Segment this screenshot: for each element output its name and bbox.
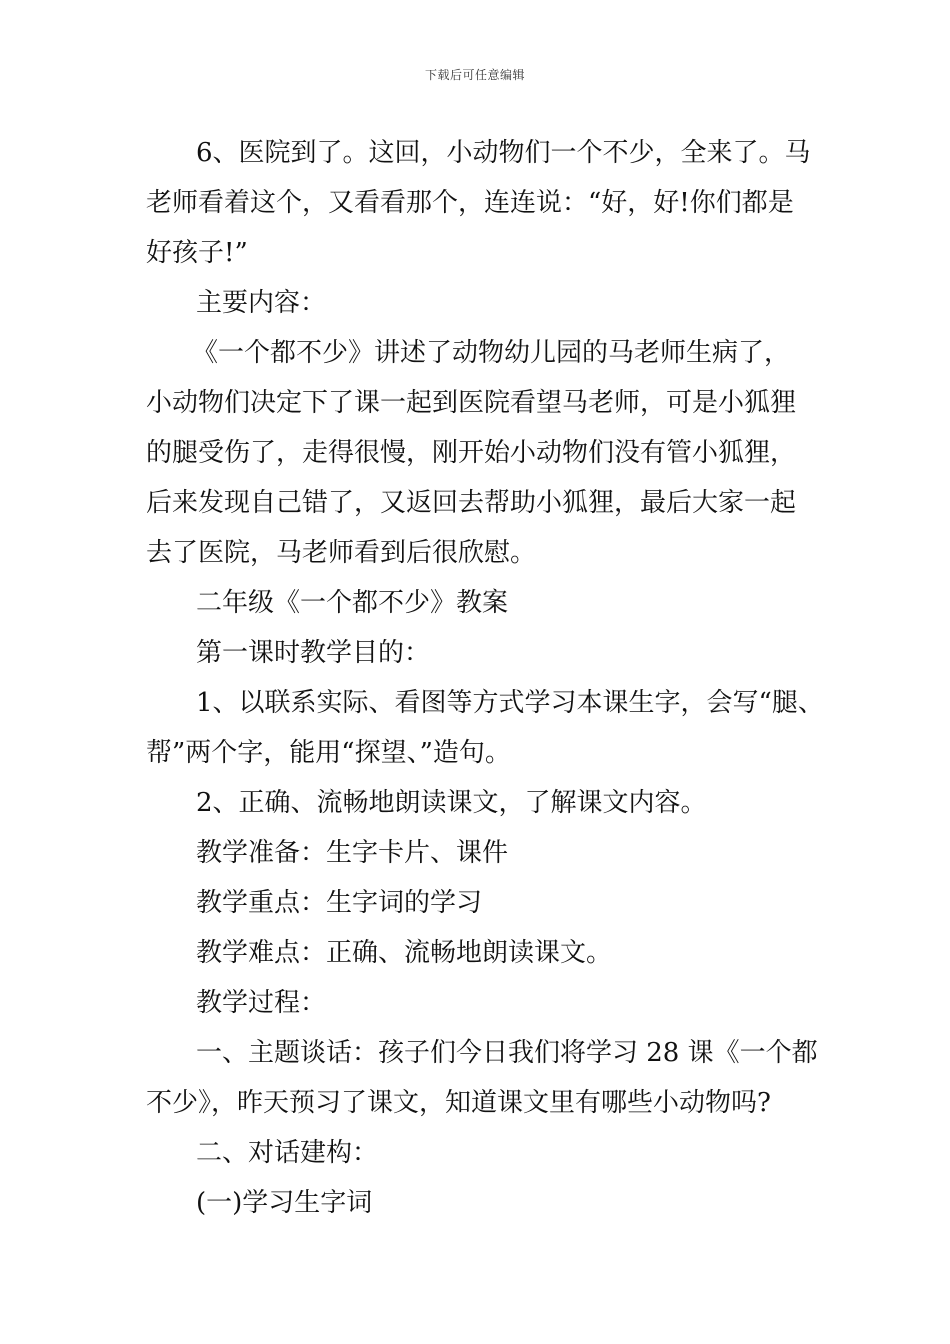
page-header-note: 下载后可任意编辑 — [424, 68, 525, 82]
paragraph-line: 小动物们决定下了课一起到医院看望马老师，可是小狐狸 — [146, 388, 797, 418]
paragraph-line: 6、医院到了。这回，小动物们一个不少，全来了。马 — [196, 138, 811, 168]
paragraph-line: 去了医院，马老师看到后很欣慰。 — [146, 538, 537, 568]
paragraph-line: 的腿受伤了，走得很慢，刚开始小动物们没有管小狐狸， — [146, 438, 797, 468]
objective-item: 1、以联系实际、看图等方式学习本课生字，会写“腿、 — [196, 688, 824, 718]
section-heading: 第一课时教学目的： — [196, 638, 431, 668]
teaching-preparation: 教学准备：生字卡片、课件 — [196, 838, 509, 868]
objective-item: 2、正确、流畅地朗读课文，了解课文内容。 — [196, 788, 707, 818]
section-heading: 教学过程： — [196, 988, 327, 1018]
lesson-plan-title: 二年级《一个都不少》教案 — [196, 588, 509, 618]
process-step: 一、主题谈话：孩子们今日我们将学习 28 课《一个都 — [196, 1038, 818, 1068]
process-substep: (一)学习生字词 — [196, 1188, 373, 1218]
section-heading: 主要内容： — [196, 288, 327, 318]
paragraph-line: 《一个都不少》讲述了动物幼儿园的马老师生病了， — [192, 338, 791, 368]
objective-item-continued: 帮”两个字，能用“探望、”造句。 — [146, 738, 511, 768]
teaching-difficulty: 教学难点：正确、流畅地朗读课文。 — [196, 938, 613, 968]
process-step: 二、对话建构： — [196, 1138, 379, 1168]
paragraph-line: 老师看着这个，又看看那个，连连说：“好，好!你们都是 — [146, 188, 794, 218]
paragraph-line: 好孩子!” — [146, 238, 248, 268]
process-step-continued: 不少》，昨天预习了课文，知道课文里有哪些小动物吗? — [146, 1088, 771, 1118]
document-body — [146, 128, 824, 1228]
paragraph-line: 后来发现自己错了，又返回去帮助小狐狸，最后大家一起 — [146, 488, 797, 518]
teaching-focus: 教学重点：生字词的学习 — [196, 888, 483, 918]
